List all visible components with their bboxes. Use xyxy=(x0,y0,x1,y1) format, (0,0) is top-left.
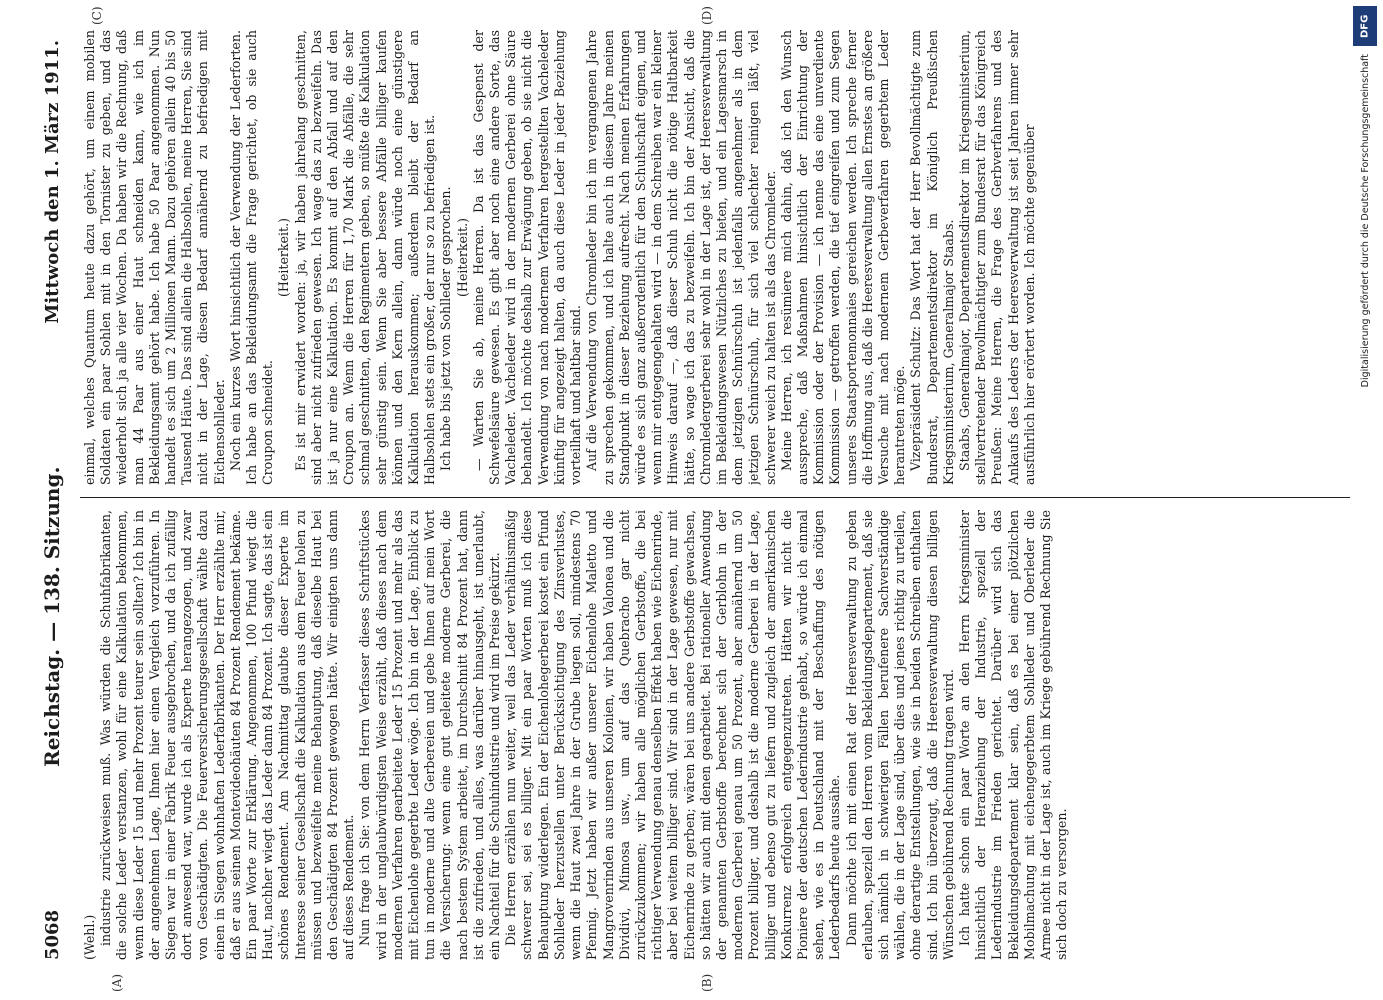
session-title: Reichstag. — 138. Sitzung. xyxy=(40,466,64,767)
margin-mark-c: (C) xyxy=(90,6,104,25)
paragraph: Nun frage ich Sie: von dem Herrn Verfasser dieses Schriftstückes wird in der unglaubwürdigsten Weise erzählt, daß dieses nach dem modernen Verfahren gearbeitete Leder 15 Prozent und mehr als das mit Eichenlohe gegerbte Leder wöge. Ich bin in der Lage, Einblick zu tun in moderne und alte Gerbereien und gebe Ihnen auf mein Wort die Versicherung: wenn eine gut geleitete moderne Gerberei, die nach bestem System arbeitet, im Durchschnitt 84 Prozent hat, dann ist die zufrieden, und alles, was darüber hinausgeht, ist unerlaubt, ein Nachteil für die Schuhindustrie und wird im Preise gekürzt. xyxy=(357,510,503,960)
paragraph: Ich habe bis jetzt von Sohlleder gesprochen. xyxy=(438,186,454,471)
interjection: (Heiterkeit.) xyxy=(276,218,292,297)
column-divider xyxy=(80,497,1350,498)
margin-mark-a: (A) xyxy=(110,973,124,992)
dfg-logo: DFG xyxy=(1353,6,1377,46)
paragraph: Die Herren erzählen nun weiter, weil das Leder verhältnismäßig schwerer sei, sei es billiger. Mit ein paar Worten muß ich diese Behauptung widerlegen. Ein der Eichenlohegerberei kostet ein Pfund Sohlleder herzustellen unter Berücksichtigung des Zinsverlustes, wenn die Haut zwei Jahre in der Grube liegen soll, mindestens 70 Pfennig. Jetzt haben wir außer unserer Eichenlohe Maletto und Mangrovenrinden aus unseren Kolonien, wir haben Valonea und die Dividivi, Mimosa usw., um auf das Quebracho gar nicht zurückzukommen; wir haben alle möglichen Gerbstoffe, die bei richtiger Verwendung genau denselben Effekt haben wie Eichenrinde, aber bei weitem billiger sind. Wir sind in der Lage gewesen, nur mit Eichenrinde zu gerben; wären bei uns andere Gerbstoffe gewachsen, so hätten wir auch mit denen gearbeitet. Bei rationeller Anwendung der genannten Gerbstoffe berechnet sich der Gerblohn in der modernen Gerberei genau um 50 Prozent, aber annähernd um 50 Prozent billiger, und deshalb ist die moderne Gerberei in der Lage, billiger und ebenso gut zu liefern und zugleich der amerikanischen Konkurrenz erfolgreich entgegenzutreten. Hätten wir nicht die Pioniere der deutschen Lederindustrie gehabt, so würde ich einmal sehen, wie es in Deutschland mit der Beschaffung des nötigen Lederbedarfs heute aussähe. xyxy=(503,510,843,960)
paragraph: einmal, welches Quantum heute dazu gehört, um einem mobilen Soldaten ein paar Sohlen mit in den Tornister zu geben, und das wiederholt sich ja alle vier Wochen. Da haben wir die Rechnung, daß man 44 Paar aus einer Haut schneiden kann, wie ich im Bekleidungsamt gehört habe. Ich habe 50 Paar angenommen. Nun handelt es sich um 2 Millionen Mann. Dazu gehören allein 40 bis 50 Tausend Häute. Das sind allein die Halbsohlen, meine Herren, Sie sind nicht in der Lage, diesen Bedarf annähernd zu befriedigen mit Eichensohlleder. xyxy=(82,30,227,485)
right-column xyxy=(82,30,1347,485)
speaker-name: (Wehl.) xyxy=(82,914,97,960)
paragraph: Ich hatte schon ein paar Worte an den Herrn Kriegsminister hinsichtlich der Heranziehung der Industrie, speziell der Lederindustrie im Frieden gerichtet. Darüber wird sich das Bekleidungsdepartement klar sein, daß es bei einer plötzlichen Mobilmachung mit eichengegerbtem Sohlleder und Oberleder die Armee nicht in der Lage ist, auch im Kriege gebührend Rechnung Sie sich doch zu versorgen. xyxy=(956,510,1070,960)
digitization-credit: Digitalisierung gefördert durch die Deutsche Forschungsgemeinschaft xyxy=(1359,54,1371,388)
paragraph: Dann möchte ich mit einen Rat der Heeresverwaltung zu geben erlauben, speziell den Herren vom Bekleidungsdepartement, daß sie sich nämlich in schwierigen Fällen berufenere Sachverständige wählen, die in der Lage sind, über dies und jenes richtig zu urteilen, ohne derartige Entstellungen, wie sie in beiden Schreiben enthalten sind. Ich bin überzeugt, daß die Heeresverwaltung diesen billigen Wünschen gebührend Rechnung tragen wird. xyxy=(843,510,956,960)
page-number: 5068 xyxy=(41,909,63,960)
speaker-paragraph: Staabs, Generalmajor, Departementsdirektor im Kriegsministerium, stellvertretender Bevollmächtigter zum Bundesrat für das Königreich Preußen: Meine Herren, die Frage des Gerbverfahrens und des Ankaufs des Leders der Heeresverwaltung ist seit Jahren immer sehr ausführlich hier erörtert worden. Ich möchte gegenüber xyxy=(956,30,1037,485)
dfg-sidebar xyxy=(1352,6,1378,994)
paragraph: Noch ein kurzes Wort hinsichtlich der Verwendung der Lederforten. Ich habe an das Bekleidungsamt die Frage gerichtet, ob sie auch Croupon schneidet. xyxy=(227,30,276,485)
session-date: Mittwoch den 1. März 1911. xyxy=(41,40,63,324)
margin-mark-b: (B) xyxy=(700,973,714,992)
paragraph: Es ist mir erwidert worden: ja, wir haben jahrelang geschnitten, sind aber nicht zufrieden gewesen. Ich wage das zu bezweifeln. Das ist ja nur eine Kalkulation. Es kommt auf den Abfall und auf den Croupon an. Wenn die Herren für 1,70 Mark die Abfälle, die sehr schmal geschnitten, den Regimentern geben, so müßte die Kalkulation sehr günstig sein. Wenn Sie aber bessere Abfälle billiger kaufen können und den Kern allein, dann würde noch eine günstigere Kalkulation herauskommen; außerdem bleibt der Bedarf an Halbsohlen stets ein großer, der nur so zu befriedigen ist. xyxy=(292,30,438,485)
paragraph: — Warten Sie ab, meine Herren. Da ist das Gespenst der Schwefelsäure gewesen. Es gibt aber noch eine andere Sorte, das Vacheleder. Vacheleder wird in der modernen Gerberei ohne Säure behandelt. Ich möchte deshalb zur Erwägung geben, ob sie nicht die Verwendung von nach modernem Verfahren hergestellten Vacheleder künftig für angezeigt halten, da auch diese Leder in jeder Beziehung vorteilhaft und haltbar sind. xyxy=(470,30,584,485)
speaker-paragraph: Vizepräsident Schultz: Das Wort hat der Herr Bevollmächtigte zum Bundesrat, Departementsdirektor im Königlich Preußischen Kriegsministerium, Generalmajor Staabs. xyxy=(908,30,956,485)
interjection: (Heiterkeit.) xyxy=(454,218,470,297)
left-column xyxy=(82,510,1347,960)
page-header xyxy=(35,40,69,960)
margin-mark-d: (D) xyxy=(700,6,714,25)
paragraph: Meine Herren, ich resümiere mich dahin, daß ich den Wunsch ausspreche, daß Maßnahmen hinsichtlich der Einrichtung der Kommission oder der Provision — ich nenne das eine unverdiente Kommission — getroffen werden, die tief eingreifen und zum Segen unseres Staatsportemonnaies gereichen werden. Ich spreche ferner die Hoffnung aus, daß die Heeresverwaltung allen Ernstes an größere Versuche mit nach modernem Gerbeverfahren gegerbtem Leder herantreten möge. xyxy=(778,30,908,485)
paragraph: industrie zurückweisen muß. Was würden die Schuhfabrikanten, die solche Leder verstanzen, wohl für eine Kalkulation bekommen, wenn diese Leder 15 und mehr Prozent teurer sein sollten? Ich bin in der angenehmen Lage, Ihnen hier einen Vergleich vorzuführen. In Siegen war in einer Fabrik Feuer ausgebrochen, und da ich zufällig dort anwesend war, wurde ich als Experte herangezogen, und zwar von Geschädigten. Die Feuerversicherungsgesellschaft wählte dazu einen in Siegen wohnhaften Lederfabrikanten. Der Herr erzählte mir, daß er aus seinen Montevideohäuten 84 Prozent Rendement bekäme. Ein paar Worte zur Erklärung. Angenommen, 100 Pfund wiegt die Haut, nachher wiegt das Leder dann 84 Prozent. Ich sagte, das ist ein schönes Rendement. Am Nachmittag glaubte dieser Experte im Interesse seiner Gesellschaft die Kalkulation aus dem Feuer holen zu müssen und bezweifelte meine Behauptung, daß dieselbe Haut bei den Geschädigten 84 Prozent gewogen hätte. Wir einigten uns dann auf dieses Rendement. xyxy=(98,510,357,960)
paragraph: Auf die Verwendung von Chromleder bin ich im vergangenen Jahre zu sprechen gekommen, und ich halte auch in diesem Jahre meinen Standpunkt in dieser Beziehung aufrecht. Nach meinen Erfahrungen würde es sich ganz außerordentlich für den Schuhschaft eignen, und wenn mir entgegengehalten wird — in dem Schreiben war ein kleiner Hinweis darauf —, daß dieser Schuh nicht die nötige Haltbarkeit hätte, so wage ich das zu bezweifeln. Ich bin der Ansicht, daß die Chromledergerberei sehr wohl in der Lage ist, der Heeresverwaltung im Bekleidungswesen Nützliches zu bieten, und ein Lagesmarsch in dem jetzigen Schnürschuh ist jedenfalls angenehmer als in dem jetzigen Schnürschuh, für sich viel schlechter reinigen läßt, viel schwerer weich zu halten ist als das Chromleder. xyxy=(584,30,778,485)
